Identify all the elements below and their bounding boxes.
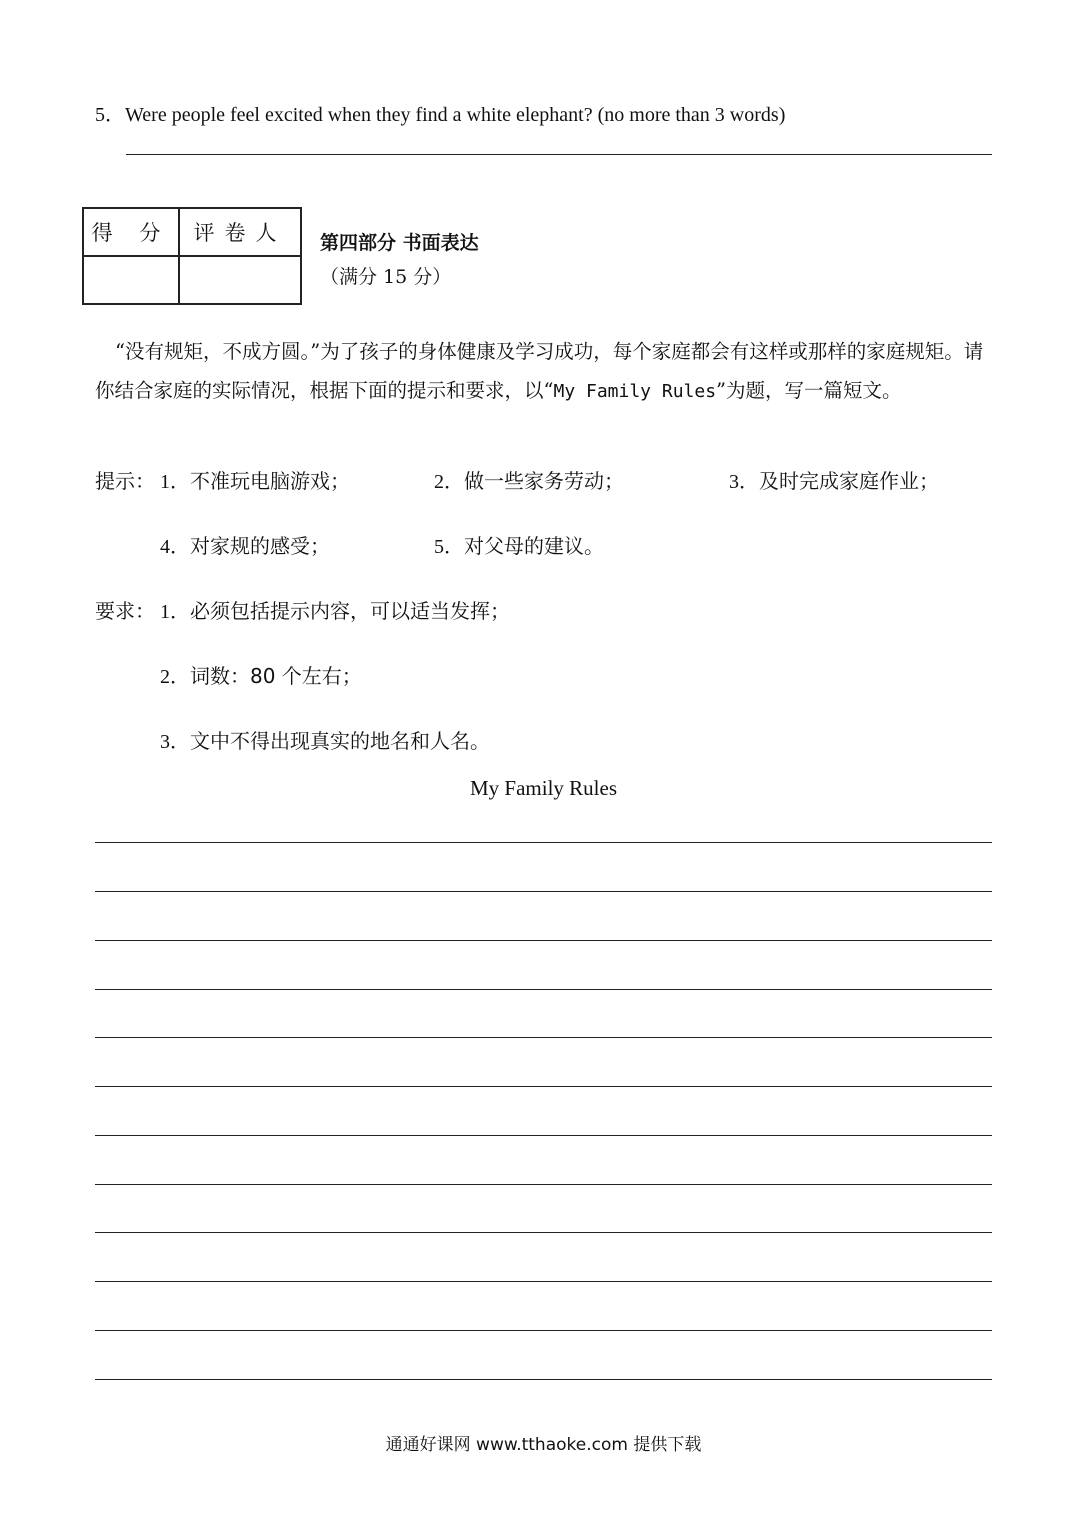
question-5-number: 5． [95, 104, 125, 126]
writing-line[interactable] [95, 1232, 992, 1233]
requirement-item: 3．文中不得出现真实的地名和人名。 [160, 729, 490, 753]
grader-cell[interactable] [179, 256, 301, 304]
writing-line[interactable] [95, 989, 992, 990]
hint-item: 2．做一些家务劳动； [434, 469, 624, 493]
writing-line[interactable] [95, 1086, 992, 1087]
requirement-item: 1．必须包括提示内容，可以适当发挥； [160, 599, 510, 623]
writing-line[interactable] [95, 1281, 992, 1282]
requirement-item: 2．词数：80 个左右； [160, 664, 362, 688]
writing-line[interactable] [95, 1037, 992, 1038]
section-title: 第四部分 书面表达 [320, 232, 479, 254]
answer-line-q5[interactable] [126, 154, 992, 155]
hint-item: 4．对家规的感受； [160, 534, 330, 558]
question-5 [95, 98, 785, 127]
writing-prompt [95, 332, 1000, 411]
writing-line[interactable] [95, 1184, 992, 1185]
writing-line[interactable] [95, 1330, 992, 1331]
requirements-label: 要求： [95, 599, 155, 623]
writing-line[interactable] [95, 891, 992, 892]
score-cell[interactable] [83, 256, 179, 304]
hint-item: 1．不准玩电脑游戏； [160, 469, 350, 493]
writing-line[interactable] [95, 1379, 992, 1380]
grader-header: 评卷人 [179, 208, 301, 256]
writing-line[interactable] [95, 940, 992, 941]
hints-label: 提示： [95, 469, 155, 493]
section-score: （满分 15 分） [320, 266, 452, 288]
prompt-text-1: “没有规矩，不成方圆。”为了孩子的身体健康及学习成功，每个家庭都会有这样或那样的家庭规矩。请你结合家庭的实际情况，根据下面的提示和要求，以“ [95, 340, 984, 402]
footer: 通通好课网 www.tthaoke.com 提供下载 [385, 1435, 702, 1455]
writing-line[interactable] [95, 842, 992, 843]
writing-line[interactable] [95, 1135, 992, 1136]
essay-title: My Family Rules [469, 776, 617, 800]
hint-item: 3．及时完成家庭作业； [729, 469, 939, 493]
question-5-text: Were people feel excited when they find a white elephant? (no more than 3 words) [125, 104, 786, 126]
prompt-text-2: ”为题，写一篇短文。 [716, 379, 902, 402]
hint-item: 5．对父母的建议。 [434, 534, 604, 558]
score-table [82, 207, 302, 305]
score-header: 得 分 [83, 208, 179, 256]
prompt-essay-title: My Family Rules [553, 381, 717, 402]
